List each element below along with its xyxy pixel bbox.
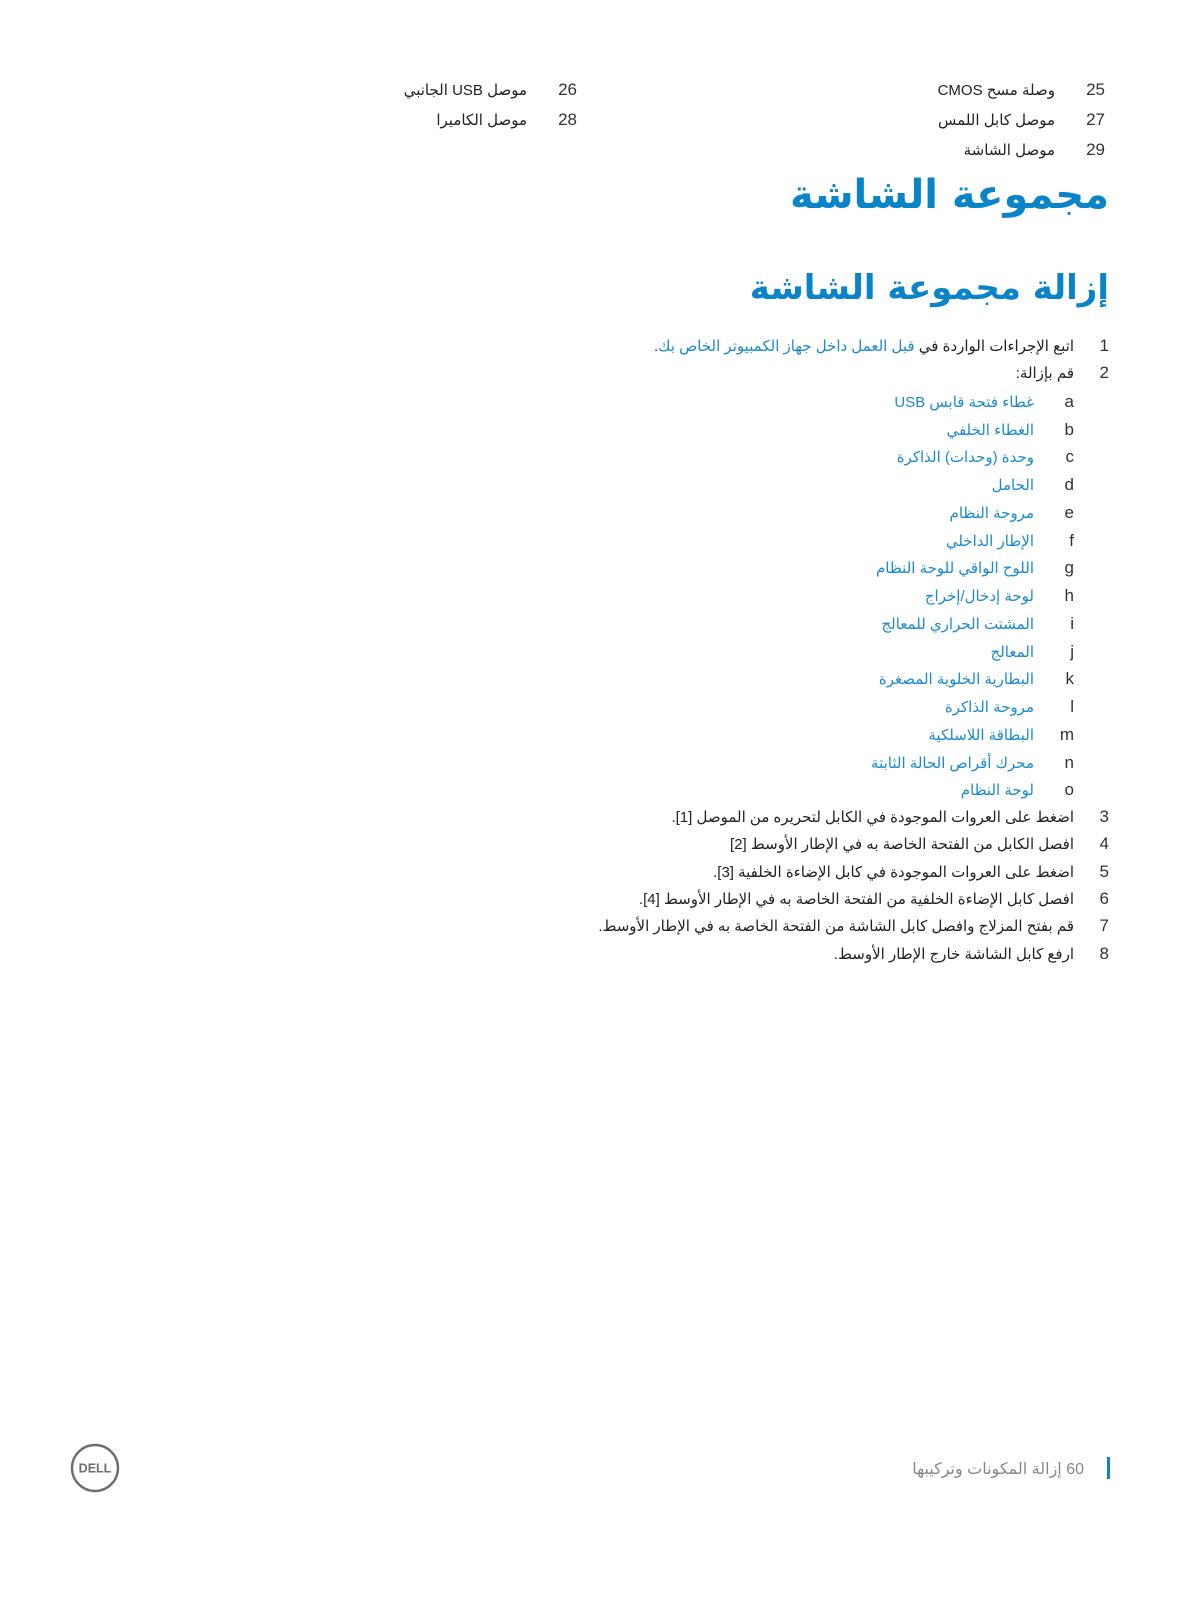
substep-letter: j xyxy=(1070,642,1074,661)
substep-i[interactable] xyxy=(674,614,1074,640)
step-text: افصل الكابل من الفتحة الخاصة به في الإطار الأوسط [2] xyxy=(730,836,1074,853)
step-number: 6 xyxy=(1099,889,1109,908)
callout-number: 29 xyxy=(1086,140,1105,159)
substep-letter: a xyxy=(1064,392,1074,411)
step-3 xyxy=(409,807,1109,833)
substep-b[interactable] xyxy=(674,420,1074,446)
substep-letter: b xyxy=(1064,420,1074,439)
substep-e[interactable] xyxy=(674,503,1074,529)
substep-letter: m xyxy=(1059,725,1074,744)
substep-link[interactable]: مروحة النظام xyxy=(949,505,1034,522)
substep-h[interactable] xyxy=(674,586,1074,612)
step-5 xyxy=(409,862,1109,888)
substep-link[interactable]: لوحة النظام xyxy=(960,782,1034,799)
step-text: ارفع كابل الشاشة خارج الإطار الأوسط. xyxy=(833,946,1074,963)
page-number: 60 xyxy=(1066,1461,1084,1478)
substep-link[interactable]: مروحة الذاكرة xyxy=(944,699,1034,716)
substep-letter: h xyxy=(1064,586,1074,605)
substep-f[interactable] xyxy=(674,531,1074,557)
substep-letter: c xyxy=(1065,447,1074,466)
step-2 xyxy=(409,363,1109,389)
substep-letter: e xyxy=(1064,503,1074,522)
before-working-link[interactable]: قبل العمل داخل جهاز الكمبيوتر الخاص بك xyxy=(658,338,915,355)
substep-m[interactable] xyxy=(674,725,1074,751)
step-number: 3 xyxy=(1099,807,1109,826)
substep-link[interactable]: الإطار الداخلي xyxy=(945,533,1034,550)
substep-k[interactable] xyxy=(674,669,1074,695)
step-8 xyxy=(409,944,1109,970)
substep-link[interactable]: وحدة (وحدات) الذاكرة xyxy=(896,449,1034,466)
step-1 xyxy=(409,336,1109,362)
substep-letter: l xyxy=(1070,697,1074,716)
callout-number: 25 xyxy=(1086,80,1105,99)
section-title: إزالة مجموعة الشاشة xyxy=(749,268,1109,308)
step-number: 4 xyxy=(1099,834,1109,853)
substep-letter: g xyxy=(1064,558,1074,577)
step-number: 8 xyxy=(1099,944,1109,963)
substep-letter: o xyxy=(1064,780,1074,799)
callout-label: موصل USB الجانبي xyxy=(403,82,527,99)
step-text xyxy=(654,337,1074,355)
step-text-after: . xyxy=(653,338,659,355)
substep-link[interactable]: الغطاء الخلفي xyxy=(946,422,1034,439)
substep-j[interactable] xyxy=(674,642,1074,668)
callout-28 xyxy=(300,110,577,140)
step-number: 2 xyxy=(1099,363,1109,382)
substep-letter: i xyxy=(1070,614,1074,633)
step-number: 5 xyxy=(1099,862,1109,881)
callout-26 xyxy=(300,80,577,110)
dell-logo xyxy=(70,1443,120,1493)
substep-letter: d xyxy=(1064,475,1074,494)
substep-link[interactable]: غطاء فتحة قابس USB xyxy=(894,394,1034,411)
callout-number: 26 xyxy=(558,80,577,99)
callout-number: 28 xyxy=(558,110,577,129)
step-4 xyxy=(409,834,1109,860)
substep-link[interactable]: لوحة إدخال/إخراج xyxy=(924,588,1034,605)
step-7 xyxy=(409,916,1109,942)
substep-o[interactable] xyxy=(674,780,1074,806)
substep-c[interactable] xyxy=(674,447,1074,473)
substep-letter: k xyxy=(1065,669,1074,688)
callout-29 xyxy=(820,140,1105,170)
step-text: اضغط على العروات الموجودة في كابل الإضاءة الخلفية [3]. xyxy=(713,864,1074,881)
substep-link[interactable]: المعالج xyxy=(990,644,1034,661)
step-text: اضغط على العروات الموجودة في الكابل لتحريره من الموصل [1]. xyxy=(671,809,1074,826)
substep-n[interactable] xyxy=(674,753,1074,779)
substep-letter: n xyxy=(1064,753,1074,772)
step-text: قم بفتح المزلاج وافصل كابل الشاشة من الفتحة الخاصة به في الإطار الأوسط. xyxy=(598,918,1074,935)
substep-l[interactable] xyxy=(674,697,1074,723)
page-footer xyxy=(912,1459,1084,1479)
substep-g[interactable] xyxy=(674,558,1074,584)
page-title: مجموعة الشاشة xyxy=(789,172,1109,218)
chapter-title: إزالة المكونات وتركيبها xyxy=(912,1461,1062,1478)
callout-number: 27 xyxy=(1086,110,1105,129)
step-text-before: اتبع الإجراءات الواردة في xyxy=(914,338,1074,355)
substep-link[interactable]: البطاقة اللاسلكية xyxy=(928,727,1034,744)
step-number: 7 xyxy=(1099,916,1109,935)
substep-a[interactable] xyxy=(674,392,1074,418)
dell-logo-text: DELL xyxy=(78,1461,112,1476)
substep-link[interactable]: اللوح الواقي للوحة النظام xyxy=(876,560,1034,577)
substep-d[interactable] xyxy=(674,475,1074,501)
step-text: قم بإزالة: xyxy=(1015,365,1074,382)
substep-link[interactable]: محرك أقراص الحالة الثابتة xyxy=(871,755,1034,772)
callout-label: وصلة مسح CMOS xyxy=(937,82,1055,99)
callout-label: موصل الكاميرا xyxy=(436,112,527,129)
callout-25 xyxy=(820,80,1105,110)
substep-letter: f xyxy=(1069,531,1074,550)
callout-label: موصل الشاشة xyxy=(963,142,1055,159)
step-6 xyxy=(409,889,1109,915)
substep-link[interactable]: المشتت الحراري للمعالج xyxy=(881,616,1034,633)
callout-label: موصل كابل اللمس xyxy=(938,112,1055,129)
step-number: 1 xyxy=(1099,336,1109,355)
footer-divider xyxy=(1107,1457,1110,1479)
substep-link[interactable]: الحامل xyxy=(991,477,1034,494)
callout-27 xyxy=(820,110,1105,140)
substep-link[interactable]: البطارية الخلوية المصغرة xyxy=(878,671,1034,688)
step-text: افصل كابل الإضاءة الخلفية من الفتحة الخاصة به في الإطار الأوسط [4]. xyxy=(638,891,1074,908)
